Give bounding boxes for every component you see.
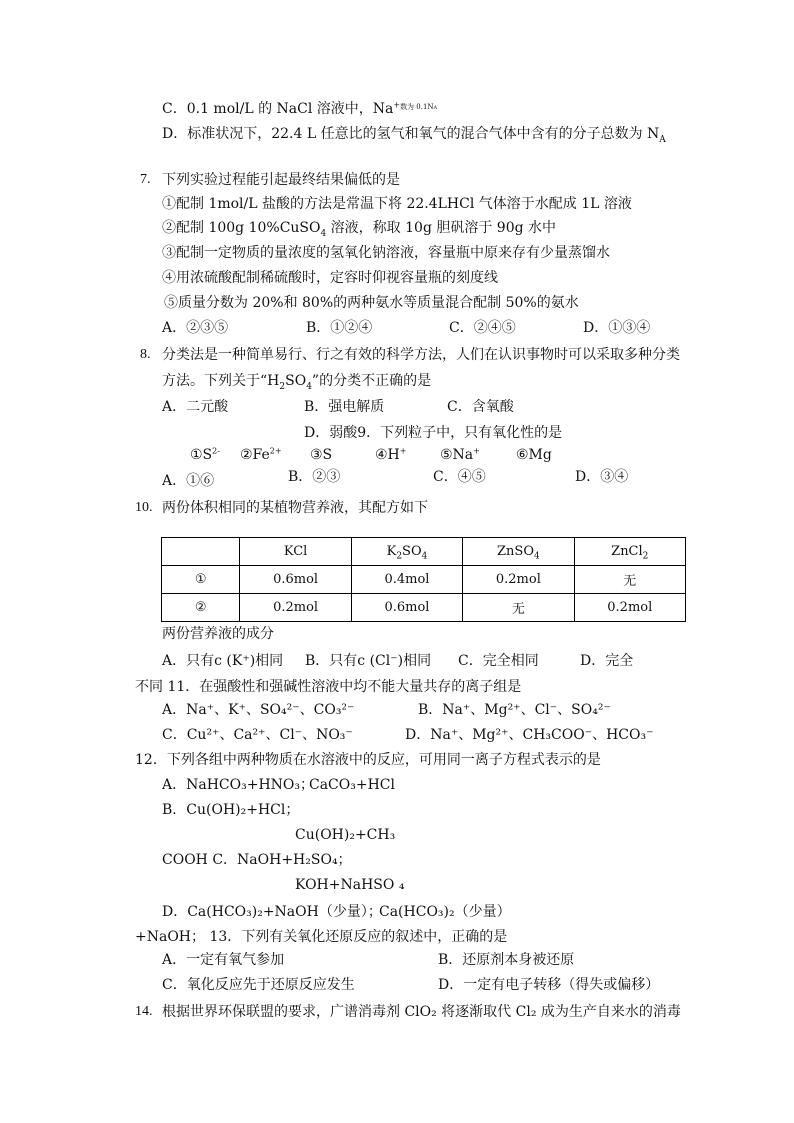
q7-item-5: ⑤质量分数为 20%和 80%的两种氨水等质量混合配制 50%的氨水 [164,295,579,311]
q9-particle-3: ③S [310,447,333,463]
q7-item-2: ②配制 100g 10%CuSO$_4$ 溶液，称取 10g 胆矾溶于 90g 水中 [162,220,557,239]
q10-number: 10. [135,500,153,515]
q11-option-d: D．Na⁺、Mg²⁺、CH₃COO⁻、HCO₃⁻ [405,727,654,743]
table-cell: 0.2mol [463,566,574,594]
q9-particle-5: ⑤Na+ [440,446,480,463]
table-cell: 0.4mol [351,566,462,594]
q7-number: 7. [140,172,151,187]
q10-option-d: D．完全 [580,653,634,669]
q12-option-d-part1: D．Ca(HCO₃)₂+NaOH（少量）； [162,904,382,920]
q7-item-1: ①配制 1mol/L 盐酸的方法是常温下将 22.4LHCl 气体溶于水配成 1L 溶液 [162,196,632,212]
q9-option-b: B．②③ [288,469,341,485]
q13-option-c: C．氧化反应先于还原反应发生 [162,977,355,993]
q9-particle-6: ⑥Mg [516,447,552,463]
q10-option-d-cont-and-q11-stem: 不同 11．在强酸性和强碱性溶液中均不能大量共存的离子组是 [135,679,522,695]
table-header-cell: ZnSO$_4$ [463,538,574,566]
q13-option-d: D．一定有电子转移（得失或偏移） [438,977,660,993]
q7-option-b: B．①②④ [306,320,373,336]
q8-stem-line1: 分类法是一种简单易行、行之有效的科学方法，人们在认识事物时可以采取多种分类 [162,347,680,363]
table-cell: ① [162,566,240,594]
table-cell: 无 [574,566,685,594]
q6-option-d: D．标准状况下，22.4 L 任意比的氢气和氧气的混合气体中含有的分子总数为 $N_A$ [162,126,666,145]
q7-option-d: D．①③④ [583,320,651,336]
q7-option-a: A．②③⑤ [162,320,229,336]
q12-option-c-line: COOH C．NaOH+H₂SO₄； [162,852,352,868]
q10-stem: 两份体积相同的某植物营养液，其配方如下 [162,500,428,516]
q12-option-b-part1: B．Cu(OH)₂+HCl； [162,802,300,818]
table-header-cell: KCl [240,538,351,566]
nutrient-formula-table [161,537,686,622]
table-row [162,566,686,594]
q9-option-c: C．④⑤ [433,469,486,485]
table-header-cell: $K_2SO_4$ [351,538,462,566]
q13-option-a: A．一定有氧气参加 [162,952,285,968]
q8-option-d-and-q9-stem: D．弱酸9．下列粒子中，只有氧化性的是 [304,425,563,441]
q13-option-b: B．还原剂本身被还原 [438,952,575,968]
table-row [162,594,686,622]
q9-option-a: A．①⑥ [162,473,215,489]
table-cell: 无 [463,594,574,622]
q11-option-b: B．Na⁺、Mg²⁺、Cl⁻、SO₄²⁻ [418,702,611,718]
q8-option-c: C．含氧酸 [447,399,514,415]
q7-option-c: C．②④⑤ [449,320,516,336]
table-header-cell [162,538,240,566]
table-header-cell: ZnCl$_2$ [574,538,685,566]
table-cell: 0.6mol [240,566,351,594]
q10-option-c: C．完全相同 [458,653,539,669]
q7-item-3: ③配制一定物质的量浓度的氢氧化钠溶液，容量瓶中原来存有少量蒸馏水 [162,245,610,261]
q8-option-b: B．强电解质 [304,399,385,415]
q11-option-c: C．Cu²⁺、Ca²⁺、Cl⁻、NO₃⁻ [162,727,353,743]
q8-option-a: A．二元酸 [162,399,229,415]
q10-option-a: A．只有c (K⁺)相同 [162,653,284,669]
q14-stem: 根据世界环保联盟的要求，广谱消毒剂 ClO₂ 将逐渐取代 Cl₂ 成为生产自来水的消毒 [162,1004,681,1020]
q9-particle-4: ④H+ [375,446,407,463]
table-cell: 0.2mol [574,594,685,622]
q7-item-4: ④用浓硫酸配制稀硫酸时，定容时仰视容量瓶的刻度线 [162,270,498,286]
q12-option-d-part2: Ca(HCO₃)₂（少量） [379,904,511,920]
q7-stem: 下列实验过程能引起最终结果偏低的是 [162,172,400,188]
q9-option-d: D．③④ [575,469,629,485]
q12-option-a-part2: CaCO₃+HCl [309,777,395,793]
q14-number: 14. [135,1004,153,1019]
q12-option-c-part2: KOH+NaHSO ₄ [295,877,405,893]
q11-option-a: A．Na⁺、K⁺、SO₄²⁻、CO₃²⁻ [162,702,355,718]
table-cell: ② [162,594,240,622]
q6-option-c: C．0.1 mol/L 的 NaCl 溶液中，$Na^{+数为 0.1NA}$ [162,100,438,117]
q10-option-b: B．只有c (Cl⁻)相同 [305,653,432,669]
q8-stem-line2: 方法。下列关于“$H_2SO_4$”的分类不正确的是 [162,373,432,392]
q12-option-a-part1: A．NaHCO₃+HNO₃； [162,777,314,793]
q9-particle-2: $②Fe^{2+}$ [240,446,282,463]
table-cell: 0.2mol [240,594,351,622]
table-header-row [162,538,686,566]
q9-particle-1: $①S^{2-}$ [190,446,220,463]
q12-option-b-part2: Cu(OH)₂+CH₃ [295,827,396,843]
q8-number: 8. [140,347,151,362]
table-cell: 0.6mol [351,594,462,622]
q12-option-d-cont-and-q13-stem: +NaOH； 13．下列有关氧化还原反应的叙述中，正确的是 [135,929,508,945]
q12-stem: 12．下列各组中两种物质在水溶液中的反应，可用同一离子方程式表示的是 [135,752,601,768]
q10-after-table: 两份营养液的成分 [162,626,274,642]
